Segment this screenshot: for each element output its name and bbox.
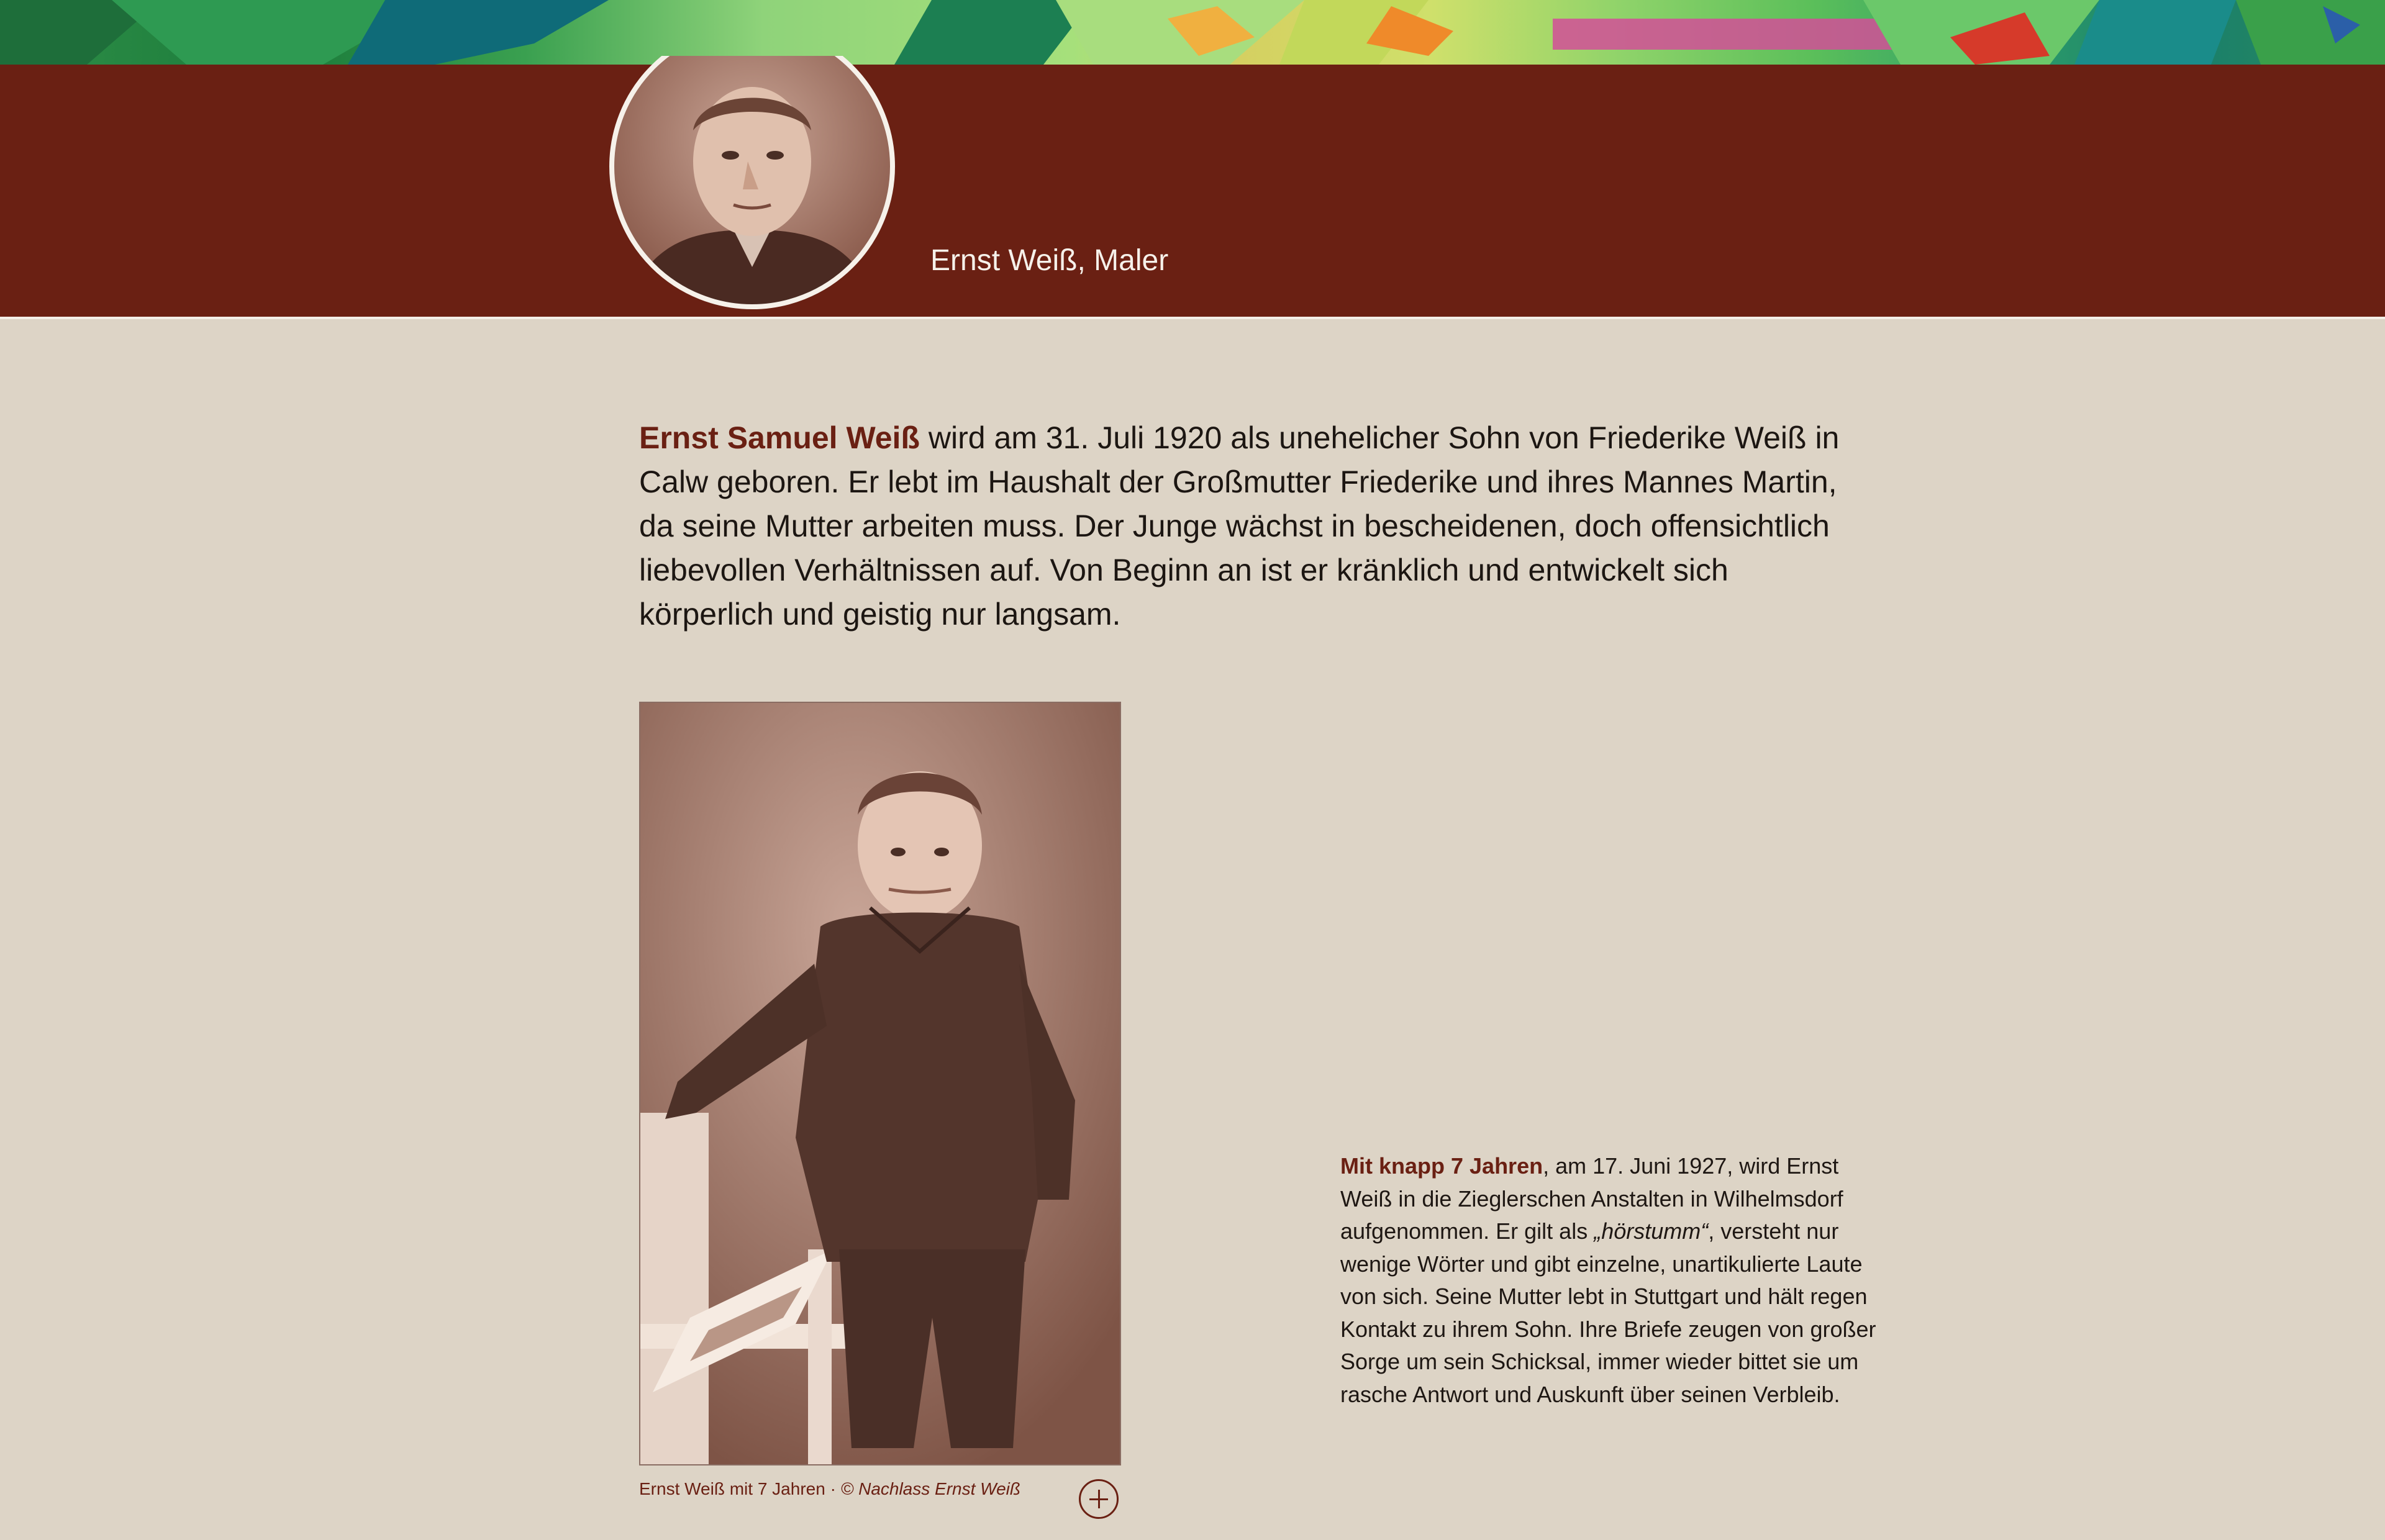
intro-name-highlight: Ernst Samuel Weiß: [639, 420, 920, 455]
main-content: [639, 416, 1881, 636]
photo-credit: © Nachlass Ernst Weiß: [840, 1479, 1020, 1498]
aside-text-1: , am 17. Juni 1927, wird Ernst Weiß in die Zieglerschen Anstalten in Wilhelmsdorf aufgenommen. Er gilt als: [1340, 1153, 1843, 1244]
banner-painting-art: [0, 0, 2385, 65]
photo-caption-text: Ernst Weiß mit 7 Jahren ·: [639, 1479, 841, 1498]
photo-caption: [639, 1477, 1020, 1502]
zoom-image-button[interactable]: [1079, 1479, 1119, 1519]
aside-highlight: Mit knapp 7 Jahren: [1340, 1153, 1543, 1179]
header-divider: [0, 317, 2385, 319]
intro-paragraph: [639, 416, 1869, 636]
painting-banner: [0, 0, 2385, 65]
childhood-photo[interactable]: [639, 702, 1121, 1465]
childhood-photo-image: [640, 703, 1120, 1464]
aside-quote: „hörstumm“: [1594, 1218, 1709, 1244]
portrait-avatar[interactable]: [606, 56, 898, 317]
site-title[interactable]: Ernst Weiß, Maler: [930, 244, 1169, 277]
aside-paragraph: [1340, 1150, 1887, 1411]
aside-text-2: , versteht nur wenige Wörter und gibt einzelne, unartikulierte Laute von sich. Seine Mutter lebt in Stuttgart und hält regen Kontakt zu ihrem Sohn. Ihre Briefe zeugen von großer Sorge um sein Schicksal, immer wieder bittet sie um rasche Antwort und Auskunft über seinen Verbleib.: [1340, 1218, 1876, 1407]
site-header: [0, 65, 2385, 317]
intro-text: wird am 31. Juli 1920 als unehelicher Sohn von Friederike Weiß in Calw geboren. Er lebt im Haushalt der Großmutter Friederike und ihres Mannes Martin, da seine Mutter arbeiten muss. Der Junge wächst in bescheidenen, doch offensichtlich liebevollen Verhältnissen auf. Von Beginn an ist er kränklich und entwickelt sich körperlich und geistig nur langsam.: [639, 420, 1840, 632]
